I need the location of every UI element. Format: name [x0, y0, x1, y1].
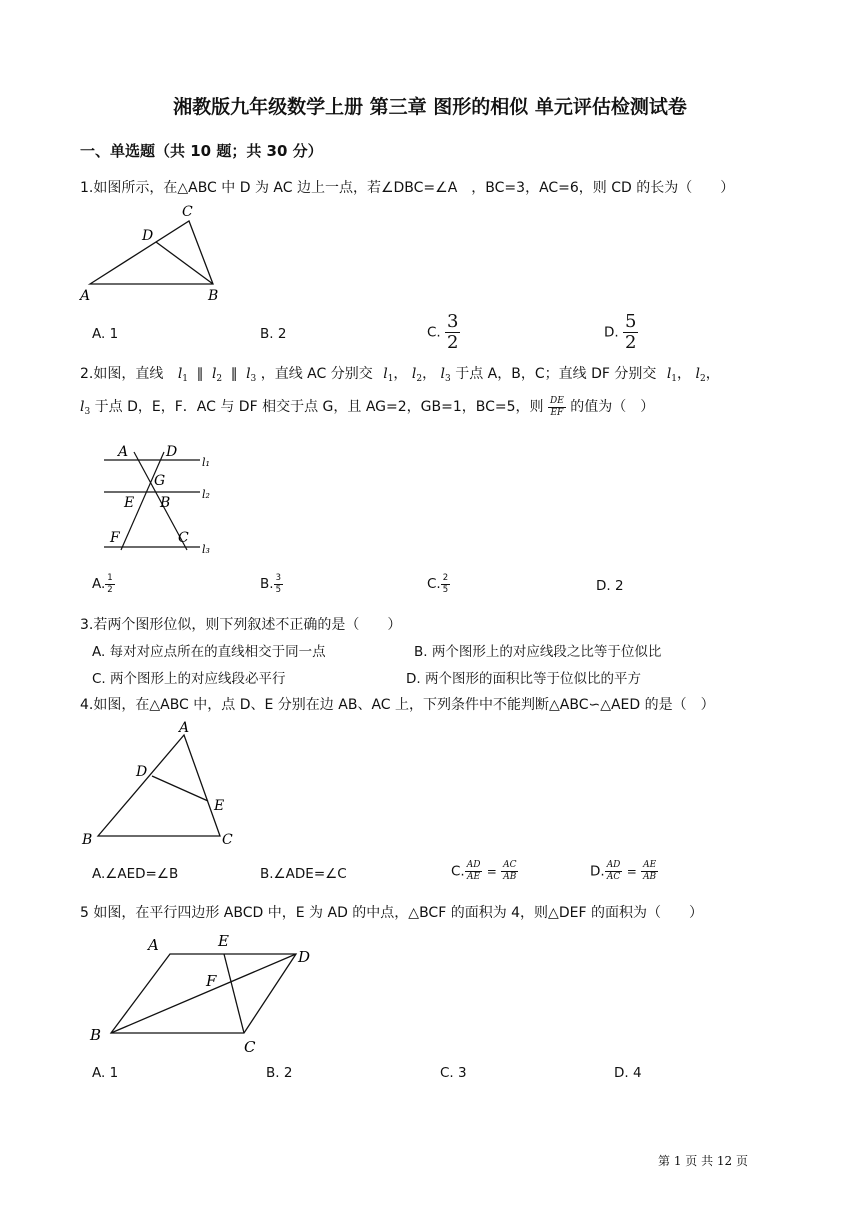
question-5-text: 5 如图，在平行四边形 ABCD 中，E 为 AD 的中点，△BCF 的面积为 4，则△DEF 的面积为（ ） — [80, 905, 703, 921]
fig2-label-g: G — [154, 473, 166, 489]
fig2-label-l1: l₁ — [202, 456, 210, 469]
question-5-figure — [86, 928, 326, 1058]
fig2-label-l2: l₂ — [202, 488, 210, 501]
fig2-label-b: B — [160, 495, 171, 511]
fig5-label-f: F — [206, 972, 217, 990]
question-1-text: 1.如图所示，在△ABC 中 D 为 AC 边上一点，若∠DBC=∠A ，BC=3，AC=6，则 CD 的长为（ ） — [80, 180, 735, 196]
section-heading: 一、单选题（共 10 题；共 30 分） — [80, 142, 323, 160]
q3-option-c[interactable]: C. 两个图形上的对应线段必平行 — [92, 671, 286, 687]
q1-option-d[interactable]: D. $\frac{5}{2}$ — [604, 311, 637, 353]
q5-option-a[interactable]: A. 1 — [92, 1065, 119, 1081]
fig5-label-b: B — [90, 1026, 102, 1044]
fig5-label-a: A — [148, 936, 159, 954]
q2-ratio-fraction: $\frac{DE}{EF}$ — [549, 395, 564, 418]
q2-option-b[interactable]: B. $\frac{3}{5}$ — [260, 573, 281, 595]
fig4-label-a: A — [179, 720, 190, 736]
page-title: 湘教版九年级数学上册 第三章 图形的相似 单元评估检测试卷 — [173, 96, 687, 118]
q3-option-d[interactable]: D. 两个图形的面积比等于位似比的平方 — [406, 671, 641, 687]
q2-option-c[interactable]: C. $\frac{2}{5}$ — [427, 573, 449, 595]
q1-option-d-fraction: $\frac{5}{2}$ — [624, 311, 637, 353]
q2-option-a[interactable]: A. $\frac{1}{2}$ — [92, 573, 113, 595]
fig2-label-a: A — [118, 444, 129, 460]
fig2-label-c: C — [178, 530, 189, 546]
fig4-label-e: E — [214, 798, 225, 814]
q3-option-a[interactable]: A. 每对对应点所在的直线相交于同一点 — [92, 644, 326, 660]
fig4-label-b: B — [82, 832, 93, 848]
fig1-label-d: D — [142, 228, 154, 244]
q1-option-c[interactable]: C. $\frac{3}{2}$ — [427, 311, 459, 353]
question-3-text: 3.若两个图形位似，则下列叙述不正确的是（ ） — [80, 617, 402, 633]
q1-option-c-fraction: $\frac{3}{2}$ — [447, 311, 459, 353]
fig1-label-c: C — [182, 204, 193, 220]
page-footer: 第 1 页 共 12 页 — [658, 1154, 748, 1168]
q4-option-d[interactable]: D. $\frac{AD}{AC}$ = $\frac{AE}{AB}$ — [590, 860, 657, 882]
q4-option-a[interactable]: A.∠AED=∠B — [92, 866, 179, 882]
fig5-label-c: C — [244, 1038, 256, 1056]
q3-option-b[interactable]: B. 两个图形上的对应线段之比等于位似比 — [414, 644, 662, 660]
question-1-figure — [78, 200, 228, 308]
question-2-figure — [96, 438, 226, 560]
fig2-label-e: E — [124, 495, 135, 511]
question-4-text: 4.如图，在△ABC 中，点 D、E 分别在边 AB、AC 上，下列条件中不能判断△ABC∽△AED 的是（ ） — [80, 697, 715, 713]
fig4-label-c: C — [222, 832, 233, 848]
q5-option-c[interactable]: C. 3 — [440, 1065, 467, 1081]
fig5-label-d: D — [298, 948, 311, 966]
fig5-label-e: E — [218, 932, 229, 950]
q5-option-b[interactable]: B. 2 — [266, 1065, 293, 1081]
fig4-label-d: D — [136, 764, 148, 780]
q1-option-a[interactable]: A. 1 — [92, 326, 119, 342]
fig1-label-a: A — [80, 288, 91, 304]
fig2-label-f: F — [110, 530, 120, 546]
question-2-line-1: 2.如图，直线 $l_1$ ∥ $l_2$ ∥ $l_3$ ，直线 AC 分别交 $l_1$， $l_2$， $l_3$ 于点 A，B，C；直线 DF 分别交 $l_1$， $l_2$， — [80, 366, 720, 384]
q4-option-c[interactable]: C. $\frac{AD}{AE}$ = $\frac{AC}{AB}$ — [451, 860, 517, 882]
fig2-label-l3: l₃ — [202, 543, 210, 556]
question-2-line-2: $l_3$ 于点 D，E，F．AC 与 DF 相交于点 G，且 AG=2，GB=1，BC=5，则 $\frac{DE}{EF}$ 的值为（ ） — [80, 395, 655, 418]
q5-option-d[interactable]: D. 4 — [614, 1065, 642, 1081]
fig1-label-b: B — [208, 288, 219, 304]
question-4-figure — [78, 718, 248, 850]
q1-option-b[interactable]: B. 2 — [260, 326, 287, 342]
q4-option-b[interactable]: B.∠ADE=∠C — [260, 866, 347, 882]
q2-option-d[interactable]: D. 2 — [596, 578, 624, 594]
fig2-label-d: D — [166, 444, 178, 460]
